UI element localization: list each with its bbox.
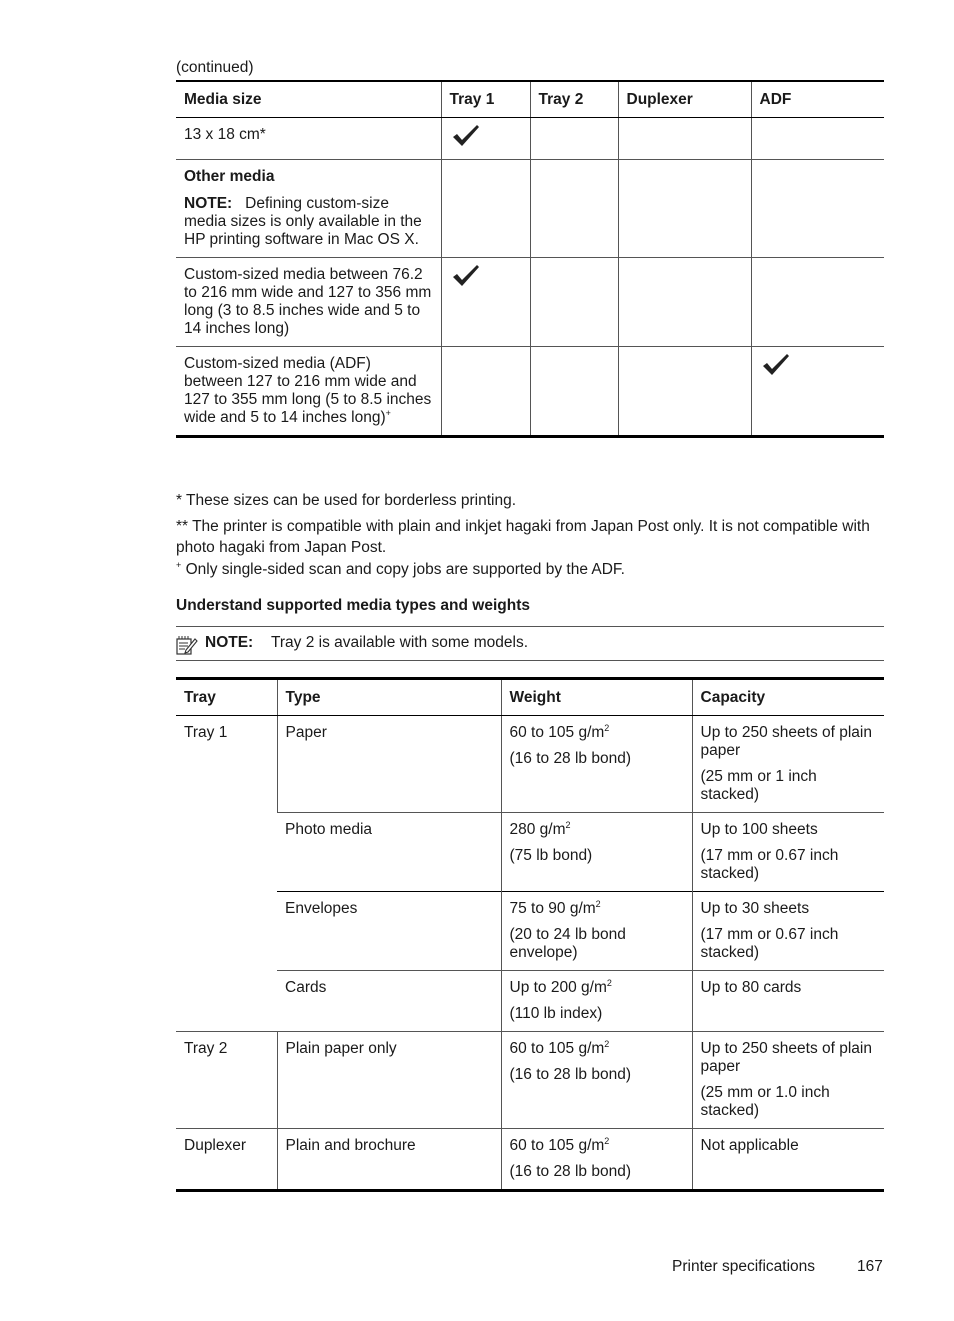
- cell-type: Photo media: [277, 813, 501, 892]
- weight-bond: (75 lb bond): [509, 847, 593, 864]
- weight-value: [510, 821, 684, 839]
- cell-duplexer: [618, 258, 751, 347]
- table-row: [176, 1129, 884, 1191]
- table-row: [176, 118, 884, 160]
- table-row: [176, 347, 884, 437]
- weight-bond: (20 to 24 lb bond envelope): [509, 926, 626, 961]
- capacity-detail: (25 mm or 1.0 inch stacked): [700, 1084, 830, 1119]
- cell-type: Cards: [277, 971, 501, 1032]
- capacity-value: Up to 100 sheets: [700, 821, 818, 838]
- cell-weight: [501, 813, 692, 892]
- weight-bond: (16 to 28 lb bond): [509, 1163, 632, 1180]
- weight-value: [510, 979, 684, 997]
- weight-text: 60 to 105 g/m: [509, 1137, 605, 1154]
- weight-bond: (110 lb index): [509, 1005, 603, 1022]
- table-row: [176, 971, 884, 1032]
- cell-media-size: [176, 160, 441, 258]
- capacity-value: Not applicable: [700, 1137, 799, 1154]
- cell-type: Plain and brochure: [277, 1129, 501, 1191]
- weight-text: Up to 200 g/m: [509, 979, 607, 996]
- weight-value: [510, 724, 684, 742]
- cell-tray1: [441, 118, 530, 160]
- other-media-title: Other media: [184, 168, 275, 185]
- capacity-detail: (25 mm or 1 inch stacked): [700, 768, 817, 803]
- cell-capacity: [692, 1032, 884, 1129]
- section-title: Understand supported media types and weights: [176, 597, 530, 614]
- note-bar: [176, 626, 884, 661]
- cell-duplexer: [618, 160, 751, 258]
- cell-tray2: [530, 347, 618, 437]
- column-header: Type: [277, 679, 501, 716]
- superscript: 2: [606, 977, 612, 988]
- cell-tray2: [530, 118, 618, 160]
- table-row: [176, 1032, 884, 1129]
- column-header: Tray 1: [441, 81, 530, 118]
- cell-capacity: [692, 1129, 884, 1191]
- superscript: +: [176, 559, 182, 570]
- weight-bond: (16 to 28 lb bond): [509, 750, 632, 767]
- footer-section-title: Printer specifications: [672, 1258, 816, 1275]
- table-row: [176, 160, 884, 258]
- checkmark-icon: [452, 264, 480, 288]
- cell-media-size: 13 x 18 cm*: [184, 126, 266, 143]
- column-header: Capacity: [692, 679, 884, 716]
- table-header-row: [176, 679, 884, 716]
- column-header: Media size: [176, 81, 441, 118]
- capacity-value: Up to 250 sheets of plain paper: [700, 724, 872, 759]
- cell-tray: Duplexer: [176, 1129, 277, 1191]
- weight-value: [510, 1137, 684, 1155]
- cell-capacity: [692, 892, 884, 971]
- cell-weight: [501, 716, 692, 813]
- cell-tray2: [530, 258, 618, 347]
- cell-type: Envelopes: [277, 892, 501, 971]
- other-media-note: [184, 195, 433, 249]
- weight-text: 280 g/m: [509, 821, 566, 838]
- superscript: 2: [604, 722, 610, 733]
- superscript: +: [385, 407, 391, 418]
- cell-capacity: [692, 813, 884, 892]
- cell-media-size: [176, 347, 441, 437]
- cell-adf: [751, 258, 884, 347]
- checkmark-icon: [762, 353, 790, 377]
- note-text: Defining custom-size media sizes is only available in the HP printing software in Mac OS X.: [184, 195, 422, 248]
- superscript: 2: [604, 1135, 610, 1146]
- weight-value: [510, 900, 684, 918]
- capacity-detail: (17 mm or 0.67 inch stacked): [700, 926, 839, 961]
- cell-weight: [501, 1032, 692, 1129]
- checkmark-icon: [452, 124, 480, 148]
- note-label: NOTE:: [184, 195, 233, 212]
- cell-type: Plain paper only: [277, 1032, 501, 1129]
- cell-adf: [751, 347, 884, 437]
- cell-tray1: [441, 160, 530, 258]
- column-header: Tray 2: [530, 81, 618, 118]
- column-header: Tray: [176, 679, 277, 716]
- cell-tray2: [530, 160, 618, 258]
- column-header: Duplexer: [618, 81, 751, 118]
- weight-text: 60 to 105 g/m: [509, 1040, 605, 1057]
- cell-weight: [501, 892, 692, 971]
- weight-value: [510, 1040, 684, 1058]
- footnote-borderless: * These sizes can be used for borderless printing.: [176, 492, 517, 509]
- media-types-table: [176, 677, 884, 1192]
- media-size-table: [176, 80, 884, 438]
- cell-adf: [751, 160, 884, 258]
- superscript: 2: [604, 1038, 610, 1049]
- note-text: Tray 2 is available with some models.: [271, 634, 528, 651]
- weight-bond: (16 to 28 lb bond): [509, 1066, 632, 1083]
- cell-media-size: Custom-sized media between 76.2 to 216 mm wide and 127 to 356 mm long (3 to 8.5 inches wide and 5 to 14 inches long): [176, 258, 441, 347]
- capacity-value: Up to 250 sheets of plain paper: [700, 1040, 872, 1075]
- cell-weight: [501, 971, 692, 1032]
- weight-text: 75 to 90 g/m: [509, 900, 596, 917]
- cell-duplexer: [618, 347, 751, 437]
- footnote-hagaki: ** The printer is compatible with plain and inkjet hagaki from Japan Post only. It is not compatible with photo hagaki from Japan Post.: [176, 518, 870, 556]
- note-icon: [176, 635, 198, 655]
- footnote-text: Only single-sided scan and copy jobs are supported by the ADF.: [181, 561, 625, 578]
- column-header: Weight: [501, 679, 692, 716]
- row-label: Custom-sized media (ADF) between 127 to 216 mm wide and 127 to 355 mm long (5 to 8.5 inches wide and 5 to 14 inches long): [184, 355, 432, 426]
- page-number: 167: [857, 1258, 883, 1275]
- cell-weight: [501, 1129, 692, 1191]
- footnote-adf: [176, 561, 884, 579]
- capacity-value: Up to 30 sheets: [700, 900, 810, 917]
- continued-label: (continued): [176, 59, 254, 76]
- cell-duplexer: [618, 118, 751, 160]
- cell-tray1: [441, 258, 530, 347]
- table-row: [176, 892, 884, 971]
- table-row: [176, 716, 884, 813]
- cell-capacity: [692, 971, 884, 1032]
- cell-capacity: [692, 716, 884, 813]
- note-label: NOTE:: [205, 634, 254, 651]
- table-row: [176, 813, 884, 892]
- superscript: 2: [565, 819, 571, 830]
- weight-text: 60 to 105 g/m: [509, 724, 605, 741]
- cell-type: Paper: [277, 716, 501, 813]
- cell-tray1: [441, 347, 530, 437]
- cell-adf: [751, 118, 884, 160]
- table-header-row: [176, 81, 884, 118]
- cell-tray: Tray 2: [176, 1032, 277, 1129]
- capacity-value: Up to 80 cards: [700, 979, 802, 996]
- capacity-detail: (17 mm or 0.67 inch stacked): [700, 847, 839, 882]
- column-header: ADF: [751, 81, 884, 118]
- superscript: 2: [595, 898, 601, 909]
- table-row: [176, 258, 884, 347]
- cell-tray: Tray 1: [184, 724, 228, 741]
